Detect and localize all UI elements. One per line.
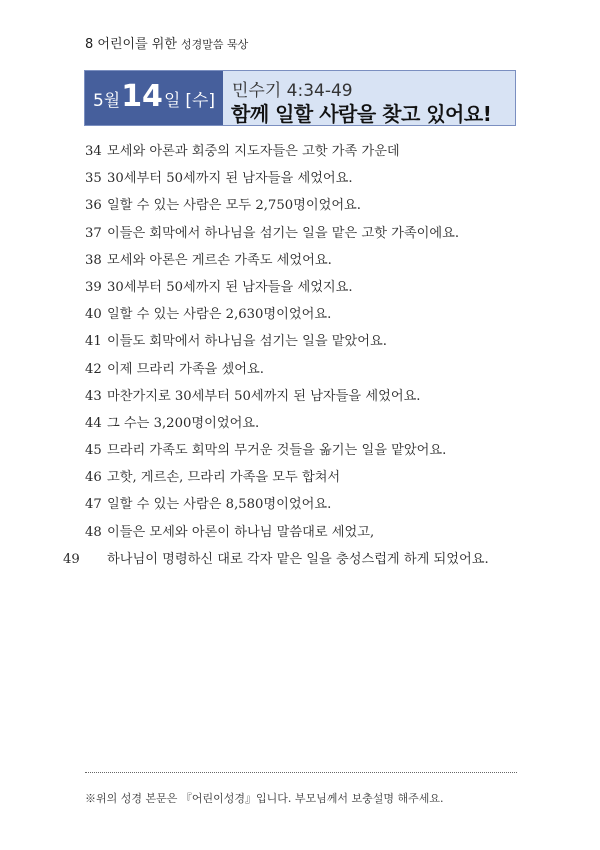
verse-number: 37 (85, 225, 102, 241)
verse-number: 36 (85, 198, 102, 214)
verse-number: 48 (85, 524, 102, 540)
date-weekday: [수] (185, 90, 216, 111)
verse-text: 모세와 아론은 게르손 가족도 세었어요. (107, 252, 332, 268)
verse-number: 38 (85, 252, 102, 268)
verse-number: 35 (85, 171, 102, 187)
footnote: ※위의 성경 본문은 『어린이성경』입니다. 부모님께서 보충설명 해주세요. (85, 792, 444, 805)
verse-line (85, 301, 517, 328)
verse-line (85, 383, 517, 410)
verse-line (85, 491, 517, 518)
verse-list (63, 138, 517, 573)
book-subtitle: 성경말씀 묵상 (181, 38, 249, 51)
verse-number: 34 (85, 144, 102, 159)
verse-text: 이제 므라리 가족을 셌어요. (107, 361, 264, 377)
verse-line (85, 519, 517, 546)
verse-number: 47 (85, 497, 102, 513)
verse-text: 일할 수 있는 사람은 8,580명이었어요. (107, 497, 332, 513)
date-day-suffix: 일 (163, 90, 181, 111)
verse-line (63, 546, 517, 573)
page-number: 8 (85, 37, 94, 52)
verse-line (85, 138, 517, 165)
verse-line (85, 165, 517, 192)
verse-line (85, 437, 517, 464)
date-banner (84, 70, 516, 126)
verse-text: 일할 수 있는 사람은 모두 2,750명이었어요. (107, 198, 361, 214)
verse-line (85, 464, 517, 491)
verse-text: 이들은 모세와 아론이 하나님 말씀대로 세었고, (107, 524, 375, 540)
verse-text: 30세부터 50세까지 된 남자들을 세었어요. (107, 171, 353, 187)
verse-line (85, 220, 517, 247)
verse-number: 39 (85, 279, 102, 295)
verse-text: 마찬가지로 30세부터 50세까지 된 남자들을 세었어요. (107, 388, 421, 404)
running-header (85, 33, 248, 52)
verse-text: 므라리 가족도 회막의 무거운 것들을 옮기는 일을 맡았어요. (107, 443, 447, 459)
verse-text: 고핫, 게르손, 므라리 가족을 모두 합쳐서 (107, 470, 341, 486)
verse-number: 46 (85, 470, 102, 486)
verse-number: 40 (85, 307, 102, 323)
verse-line (85, 247, 517, 274)
passage-reference: 민수기 4:34-49 (232, 81, 353, 101)
verse-text: 일할 수 있는 사람은 2,630명이었어요. (107, 307, 332, 323)
book-title: 어린이를 위한 (97, 37, 177, 52)
verse-number: 43 (85, 388, 102, 404)
verse-text: 그 수는 3,200명이었어요. (107, 415, 260, 431)
date-tab (85, 71, 223, 125)
verse-line (85, 274, 517, 301)
verse-line (85, 328, 517, 355)
footer-divider (85, 772, 517, 773)
verse-number: 42 (85, 361, 102, 377)
verse-text: 모세와 아론과 회중의 지도자들은 고핫 가족 가운데 (107, 144, 400, 159)
date-day: 14 (121, 78, 163, 114)
verse-number: 49 (63, 551, 80, 567)
verse-text: 이들은 회막에서 하나님을 섬기는 일을 맡은 고핫 가족이에요. (107, 225, 460, 241)
verse-line (85, 410, 517, 437)
verse-text: 이들도 회막에서 하나님을 섬기는 일을 맡았어요. (107, 334, 387, 350)
verse-number: 45 (85, 443, 102, 459)
verse-text: 30세부터 50세까지 된 남자들을 세었지요. (107, 279, 353, 295)
verse-number: 41 (85, 334, 102, 350)
verse-line (85, 192, 517, 219)
verse-number: 44 (85, 415, 102, 431)
date-month: 5월 (92, 90, 121, 111)
verse-text: 하나님이 명령하신 대로 각자 맡은 일을 충성스럽게 하게 되었어요. (107, 551, 489, 567)
verse-line (85, 356, 517, 383)
reading-title: 함께 일할 사람을 찾고 있어요! (231, 102, 492, 126)
